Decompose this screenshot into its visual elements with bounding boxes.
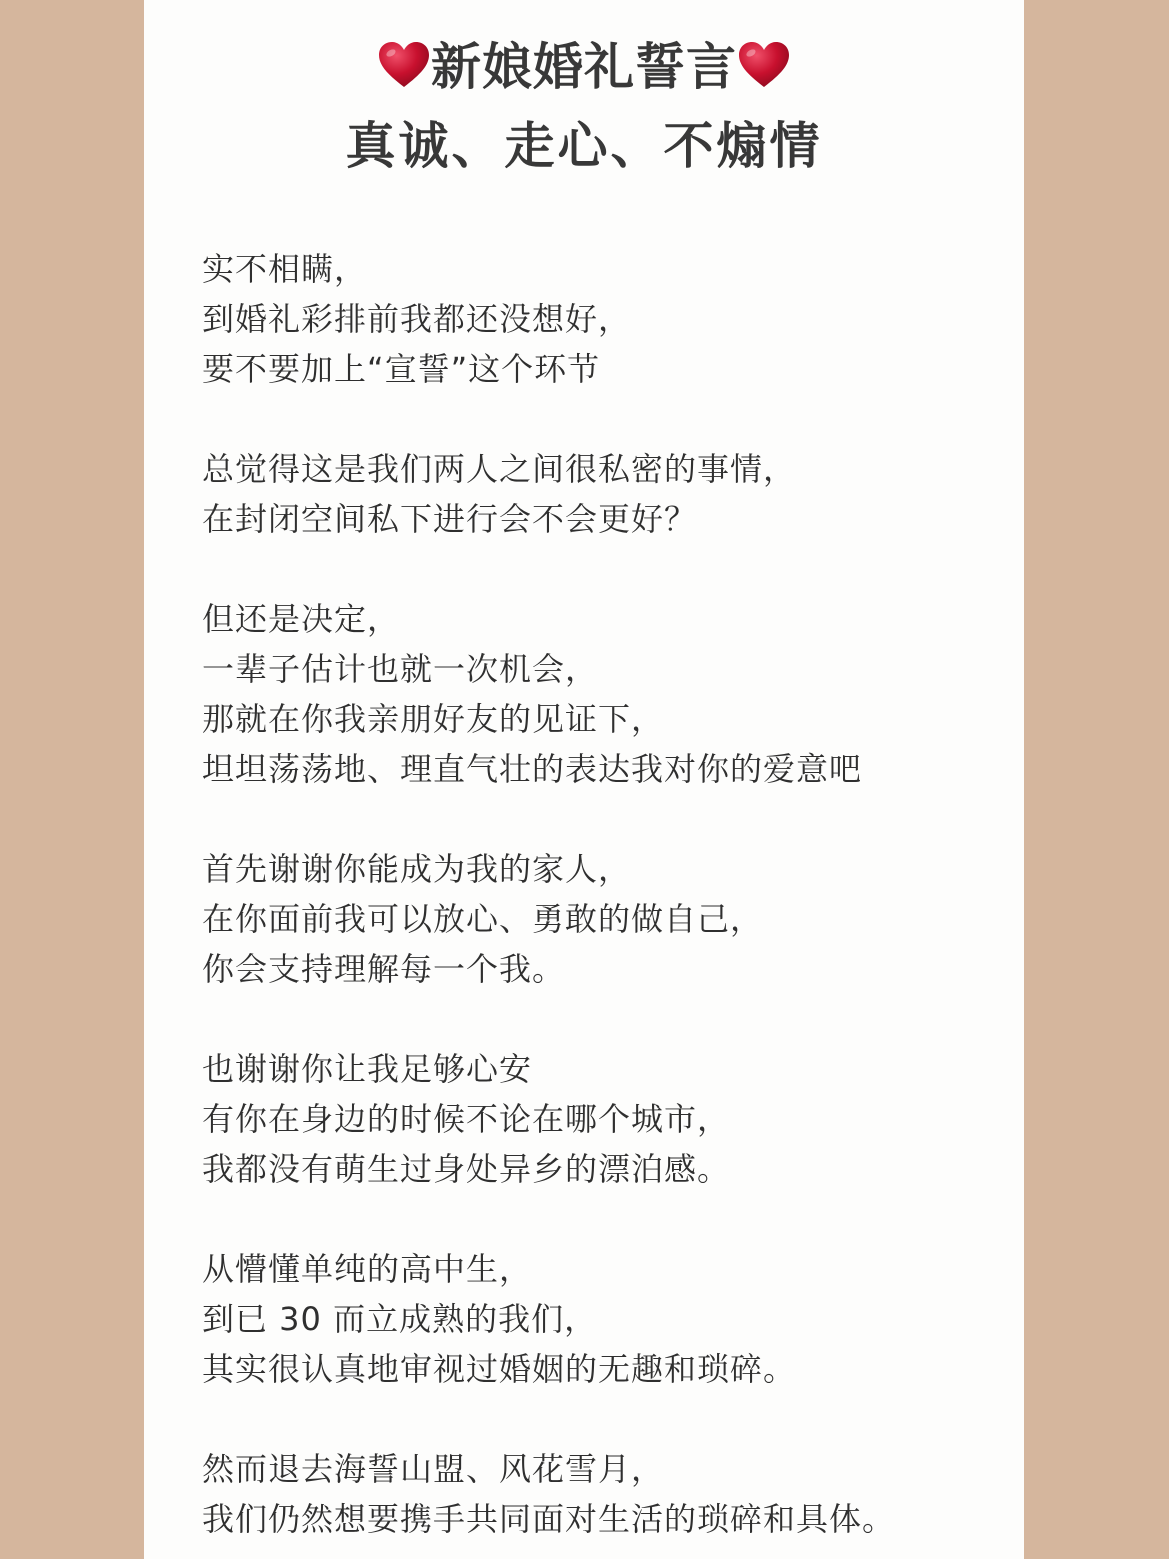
heart-icon [377,40,431,90]
text-line: 也谢谢你让我足够心安 [202,1050,533,1088]
text-line: 实不相瞒， [202,250,368,288]
title-text: 新娘婚礼誓言 [431,38,737,96]
text-line: 其实很认真地审视过婚姻的无趣和琐碎。 [202,1350,797,1388]
paragraph [202,1444,1002,1544]
text-line: 那就在你我亲朋好友的见证下， [202,700,665,738]
paragraph [202,444,1002,544]
text-line: 到已 30 而立成熟的我们， [202,1300,598,1338]
text-line: 首先谢谢你能成为我的家人， [202,850,632,888]
text-line: 我都没有萌生过身处异乡的漂泊感。 [202,1150,731,1188]
text-line: 你会支持理解每一个我。 [202,950,566,988]
text-line: 但还是决定， [202,600,401,638]
title-block [144,28,1024,186]
page-subtitle: 真诚、走心、不煽情 [345,117,823,175]
text-line: 要不要加上“宣誓”这个环节 [202,350,601,388]
text-line: 总觉得这是我们两人之间很私密的事情， [202,450,797,488]
text-line: 坦坦荡荡地、理直气壮的表达我对你的爱意吧 [202,750,863,788]
text-line: 然而退去海誓山盟、风花雪月， [202,1450,665,1488]
text-line: 一辈子估计也就一次机会， [202,650,599,688]
document-page [144,0,1024,1559]
text-line: 有你在身边的时候不论在哪个城市， [202,1100,731,1138]
paragraph [202,244,1002,394]
paragraph [202,844,1002,994]
text-line: 从懵懂单纯的高中生， [202,1250,533,1288]
text-line: 到婚礼彩排前我都还没想好， [202,300,632,338]
heart-icon [737,40,791,90]
paragraph [202,1044,1002,1194]
paragraph [202,594,1002,794]
text-line: 在你面前我可以放心、勇敢的做自己， [202,900,764,938]
page-title [144,28,1024,106]
text-line: 我们仍然想要携手共同面对生活的琐碎和具体。 [202,1500,896,1538]
paragraph [202,1244,1002,1394]
text-line: 在封闭空间私下进行会不会更好？ [202,500,698,538]
vow-text [202,244,1002,1559]
